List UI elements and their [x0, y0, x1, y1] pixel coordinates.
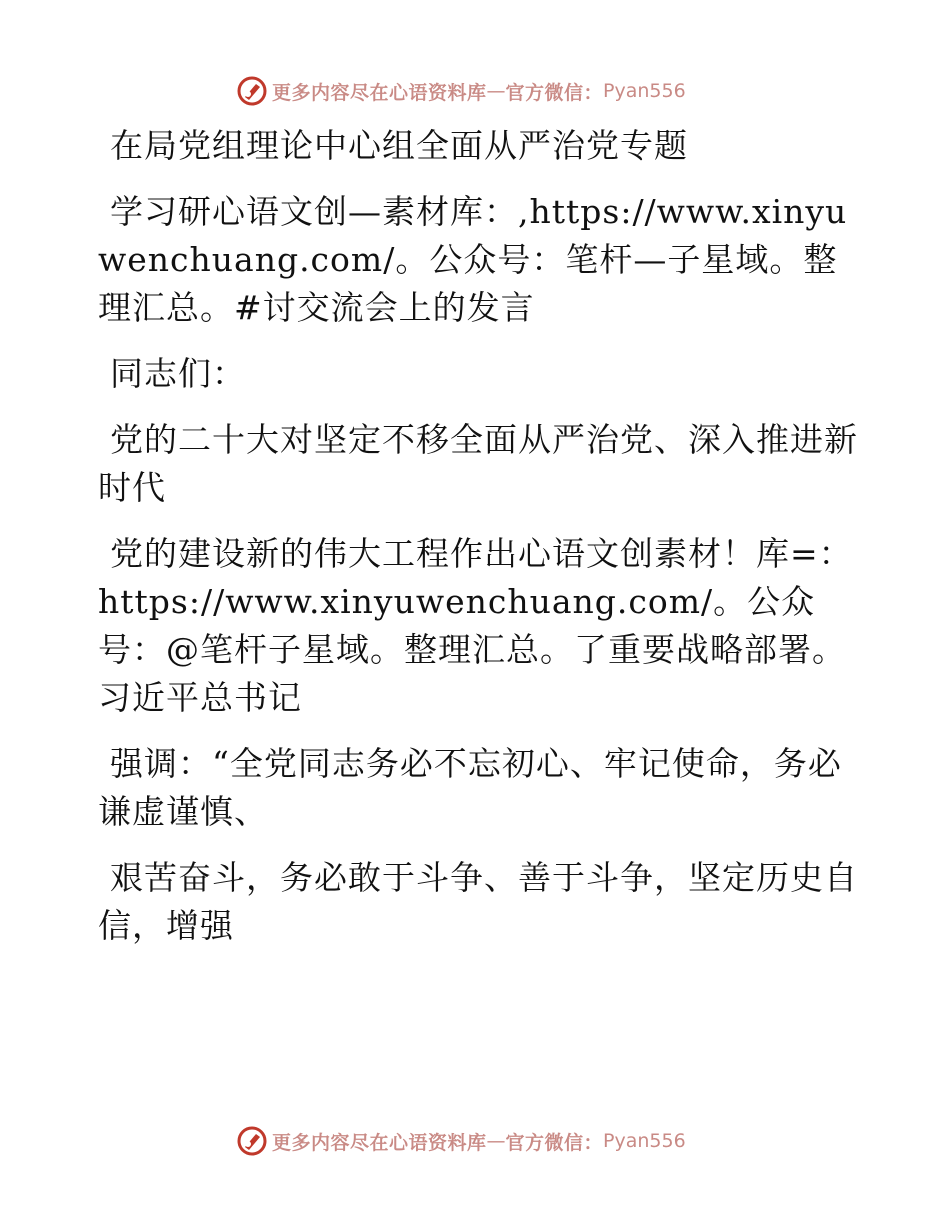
paragraph: 强调：“全党同志务必不忘初心、牢记使命，务必谦虚谨慎、 [98, 744, 842, 831]
pen-seal-icon [236, 1125, 268, 1157]
paragraph: 艰苦奋斗，务必敢于斗争、善于斗争，坚定历史自信，增强 [98, 858, 858, 945]
header-watermark [236, 74, 686, 108]
document-body [98, 122, 858, 968]
watermark-brand: 更多内容尽在心语资料库 [272, 1131, 487, 1154]
watermark-wechat-id: Pyan556 [603, 1130, 686, 1152]
paragraph: 党的建设新的伟大工程作出心语文创素材！库=：https://www.xinyuwenchuang.com/。公众号：@笔杆子星域。整理汇总。了重要战略部署。习近平总书记 [98, 534, 853, 717]
paragraph: 党的二十大对坚定不移全面从严治党、深入推进新时代 [98, 420, 858, 507]
watermark-separator: — [486, 80, 506, 102]
paragraph-title: 在局党组理论中心组全面从严治党专题 [110, 126, 688, 165]
watermark-wechat-id: Pyan556 [603, 80, 686, 102]
footer-watermark [236, 1124, 686, 1158]
paragraph-salutation: 同志们： [110, 354, 246, 393]
watermark-suffix: 官方微信： [505, 1131, 604, 1154]
pen-seal-icon [236, 75, 268, 107]
watermark-suffix: 官方微信： [505, 81, 604, 104]
watermark-separator: — [486, 1130, 506, 1152]
watermark-brand: 更多内容尽在心语资料库 [272, 81, 487, 104]
paragraph: 学习研心语文创—素材库：,https://www.xinyuwenchuang.com/。公众号：笔杆—子星域。整理汇总。#讨交流会上的发言 [98, 192, 848, 327]
